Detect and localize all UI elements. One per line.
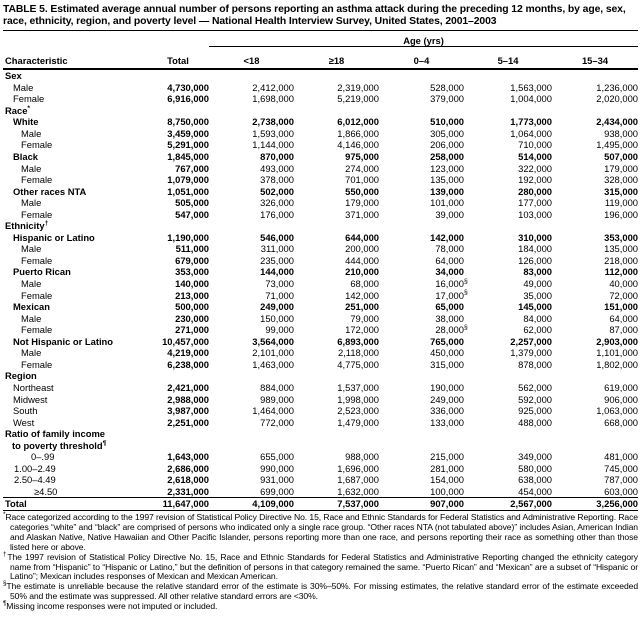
table-row — [3, 197, 638, 209]
cell: 62,000 — [523, 324, 552, 336]
cell: 176,000 — [260, 208, 294, 220]
cell: 172,000 — [345, 324, 379, 336]
spanner-spacer — [3, 31, 209, 47]
cell: 322,000 — [518, 162, 552, 174]
cell: 1,698,000 — [252, 93, 294, 105]
cell: 336,000 — [430, 405, 464, 417]
cell: 200,000 — [345, 243, 379, 255]
cell: 349,000 — [518, 451, 552, 463]
row-label: Female — [21, 139, 53, 151]
cell: 145,000 — [518, 301, 552, 313]
table-row — [3, 359, 638, 371]
cell: 562,000 — [518, 381, 552, 393]
cell: 2,988,000 — [167, 393, 209, 405]
cell: 505,000 — [175, 197, 209, 209]
cell: 500,000 — [175, 301, 209, 313]
cell: 251,000 — [345, 301, 379, 313]
cell: 710,000 — [518, 139, 552, 151]
cell: 765,000 — [430, 335, 464, 347]
cell: 135,000 — [430, 174, 464, 186]
cell: 64,000 — [609, 312, 639, 324]
cell: 379,000 — [430, 93, 464, 105]
column-header-row — [3, 47, 638, 70]
table-row — [3, 278, 638, 290]
footnote: §The estimate is unreliable because the relative standard error of the estimate is 30%–50%. For missing estimates, the relative standard error of the estimate exceeded 50% and the estimate was suppressed. All other relative standard errors are <30%. — [3, 580, 638, 602]
col-header-characteristic: Characteristic — [3, 47, 147, 70]
age-spanner-header: Age (yrs) — [209, 31, 638, 47]
cell: 1,563,000 — [510, 81, 552, 93]
cell: 1,773,000 — [510, 116, 552, 128]
cell: 119,000 — [604, 197, 639, 209]
cell: 64,000 — [435, 254, 464, 266]
row-label: Hispanic or Latino — [13, 231, 95, 243]
cell: 638,000 — [518, 474, 552, 486]
cell: 177,000 — [518, 197, 552, 209]
cell: 2,412,000 — [252, 81, 294, 93]
cell: 154,000 — [430, 474, 464, 486]
cell: 371,000 — [345, 208, 379, 220]
cell: 142,000 — [430, 231, 464, 243]
cell: 6,916,000 — [167, 93, 209, 105]
cell: 2,118,000 — [337, 347, 379, 359]
table-row — [3, 428, 638, 451]
table-row — [3, 105, 638, 117]
cell: 644,000 — [345, 231, 379, 243]
row-label: Midwest — [13, 393, 48, 405]
cell: 83,000 — [523, 266, 552, 278]
table-row — [3, 128, 638, 140]
cell: 3,459,000 — [167, 127, 209, 139]
cell: 34,000 — [435, 266, 464, 278]
row-label: 2.50–4.49 — [14, 474, 56, 486]
row-label: Ethnicity† — [5, 220, 49, 232]
cell: 6,012,000 — [337, 116, 379, 128]
cell: 870,000 — [260, 151, 294, 163]
cell: 103,000 — [518, 208, 552, 220]
cell: 142,000 — [345, 289, 379, 301]
cell: 326,000 — [260, 197, 294, 209]
cell: 311,000 — [260, 243, 294, 255]
cell: 99,000 — [265, 324, 294, 336]
cell: 7,537,000 — [294, 498, 379, 511]
table-header — [3, 31, 638, 69]
cell: 6,238,000 — [167, 358, 209, 370]
col-header-total: Total — [147, 47, 209, 70]
cell: 2,434,000 — [596, 116, 639, 128]
cell: 150,000 — [260, 312, 294, 324]
footnote: ¶Missing income responses were not imputed or included. — [3, 600, 218, 612]
cell: 510,000 — [430, 116, 464, 128]
table-row — [3, 139, 638, 151]
cell: 1,866,000 — [337, 127, 379, 139]
cell: 767,000 — [175, 162, 209, 174]
cell: 78,000 — [435, 243, 464, 255]
cell: 906,000 — [604, 393, 639, 405]
cell: 2,567,000 — [464, 498, 552, 511]
cell: 2,523,000 — [337, 405, 379, 417]
cell: 444,000 — [345, 254, 379, 266]
cell: 5,219,000 — [337, 93, 379, 105]
cell: 2,101,000 — [252, 347, 294, 359]
cell: 72,000 — [609, 289, 639, 301]
cell: 2,421,000 — [167, 381, 209, 393]
footnote: *Race categorized according to the 1997 revision of Statistical Policy Directive No. 15, Race and Ethnic Standards for Federal Statistics and Administrative Reporting. Race categories “white” and “black” are comprised of persons who indicated only a single race group. “Other races NTA (not tabulated above)” includes Asian, American Indian and Alaskan Native, Native Hawaiian and Other Pacific Islander, persons reporting more than one race, and persons reporting their race as something other than those listed here or above. — [3, 511, 638, 552]
row-label: South — [13, 405, 38, 417]
table-row — [3, 394, 638, 406]
cell: 1,632,000 — [337, 485, 379, 497]
table-row — [3, 255, 638, 267]
cell: 133,000 — [430, 416, 464, 428]
spanner-row — [3, 31, 638, 47]
cell: 787,000 — [604, 474, 639, 486]
col-header-18plus: ≥18 — [294, 47, 379, 70]
cell: 745,000 — [604, 462, 639, 474]
cell: 271,000 — [175, 324, 209, 336]
cell: 179,000 — [604, 162, 639, 174]
cell: 126,000 — [518, 254, 552, 266]
cell: 1,495,000 — [596, 139, 639, 151]
cell: 258,000 — [430, 151, 464, 163]
row-label: Black — [13, 151, 39, 163]
cell: 2,251,000 — [167, 416, 209, 428]
cell: 184,000 — [518, 243, 552, 255]
cell: 4,109,000 — [209, 498, 294, 511]
cell: 79,000 — [350, 312, 379, 324]
cell: 281,000 — [430, 462, 464, 474]
table-row — [3, 243, 638, 255]
cell: 1,379,000 — [510, 347, 552, 359]
cell: 353,000 — [604, 231, 639, 243]
empty-cells — [147, 428, 638, 451]
cell: 511,000 — [175, 243, 209, 255]
cell: 100,000 — [430, 485, 464, 497]
cell: 28,000§ — [435, 324, 468, 336]
row-label: Not Hispanic or Latino — [13, 335, 114, 347]
cell: 210,000 — [345, 266, 379, 278]
row-label: Male — [21, 162, 42, 174]
cell: 73,000 — [265, 278, 294, 290]
cell: 280,000 — [518, 185, 552, 197]
row-label: Male — [21, 127, 42, 139]
table-row — [3, 382, 638, 394]
cell: 71,000 — [265, 289, 294, 301]
row-label: 0–.99 — [31, 451, 55, 463]
cell: 1,845,000 — [167, 151, 209, 163]
col-header-5-14: 5–14 — [464, 47, 552, 70]
cell: 1,643,000 — [167, 451, 209, 463]
cell: 49,000 — [523, 278, 552, 290]
cell: 1,464,000 — [252, 405, 294, 417]
cell: 546,000 — [260, 231, 294, 243]
table-row — [3, 93, 638, 105]
table-row — [3, 290, 638, 302]
data-table — [3, 31, 638, 511]
table-row — [3, 370, 638, 382]
cell: 2,257,000 — [510, 335, 552, 347]
table-row — [3, 174, 638, 186]
cell: 2,738,000 — [252, 116, 294, 128]
cell: 1,079,000 — [167, 174, 209, 186]
cell: 5,291,000 — [167, 139, 209, 151]
cell: 1,004,000 — [510, 93, 552, 105]
cell: 17,000§ — [435, 289, 468, 301]
cell: 215,000 — [430, 451, 464, 463]
table-row — [3, 417, 638, 429]
col-header-0-4: 0–4 — [379, 47, 464, 70]
cell: 144,000 — [260, 266, 294, 278]
row-label: Female — [13, 93, 45, 105]
cell: 1,144,000 — [252, 139, 294, 151]
col-header-under18: <18 — [209, 47, 294, 70]
cell: 493,000 — [260, 162, 294, 174]
cell: 3,987,000 — [167, 405, 209, 417]
cell: 502,000 — [260, 185, 294, 197]
cell: 679,000 — [175, 254, 209, 266]
cell: 274,000 — [345, 162, 379, 174]
cell: 988,000 — [345, 451, 379, 463]
table-row — [3, 463, 638, 475]
row-label: Puerto Rican — [13, 266, 71, 278]
cell: 1,190,000 — [167, 231, 209, 243]
table-row — [3, 301, 638, 313]
table-title: TABLE 5. Estimated average annual number of persons reporting an asthma attack during the preceding 12 months, by age, sex, race, ethnicity, region, and poverty level — National Health Interview Survey, United States, 2001–2003 — [3, 4, 638, 31]
row-label: Male — [21, 197, 42, 209]
cell: 112,000 — [604, 266, 639, 278]
empty-cells — [147, 370, 638, 382]
cell: 772,000 — [260, 416, 294, 428]
row-label: Male — [21, 347, 42, 359]
cell: 206,000 — [430, 139, 464, 151]
row-label: White — [13, 116, 39, 128]
table-row — [3, 266, 638, 278]
cell: 190,000 — [430, 381, 464, 393]
cell: 1,593,000 — [252, 127, 294, 139]
table-row — [3, 69, 638, 82]
row-label: West — [13, 416, 35, 428]
table-row — [3, 451, 638, 463]
cell: 139,000 — [430, 185, 464, 197]
row-label: Female — [21, 174, 53, 186]
cell: 884,000 — [260, 381, 294, 393]
cell: 580,000 — [518, 462, 552, 474]
cell: 6,893,000 — [337, 335, 379, 347]
cell: 938,000 — [604, 127, 639, 139]
cell: 196,000 — [604, 208, 639, 220]
cell: 975,000 — [345, 151, 379, 163]
cell: 8,750,000 — [167, 116, 209, 128]
empty-cells — [147, 220, 638, 232]
table-row — [3, 232, 638, 244]
row-label: Female — [21, 324, 53, 336]
table-row — [3, 324, 638, 336]
cell: 10,457,000 — [162, 335, 209, 347]
col-header-15-34: 15–34 — [552, 47, 638, 70]
cell: 989,000 — [260, 393, 294, 405]
cell: 305,000 — [430, 127, 464, 139]
cell: 450,000 — [430, 347, 464, 359]
row-label: Ratio of family income to poverty threshold¶ — [5, 428, 107, 451]
cell: 2,686,000 — [167, 462, 209, 474]
row-label: Total — [3, 498, 147, 511]
cell: 68,000 — [350, 278, 379, 290]
row-label: Region — [5, 370, 37, 382]
table-row — [3, 498, 638, 511]
row-label: Female — [21, 208, 53, 220]
cell: 699,000 — [260, 485, 294, 497]
cell: 701,000 — [345, 174, 379, 186]
cell: 310,000 — [518, 231, 552, 243]
cell: 1,479,000 — [337, 416, 379, 428]
table-row — [3, 474, 638, 486]
cell: 35,000 — [523, 289, 552, 301]
row-label: Sex — [5, 70, 22, 82]
cell: 4,775,000 — [337, 358, 379, 370]
cell: 151,000 — [604, 301, 639, 313]
table-row — [3, 486, 638, 498]
cell: 101,000 — [430, 197, 464, 209]
row-label: Male — [13, 81, 34, 93]
cell: 1,463,000 — [252, 358, 294, 370]
row-label: Northeast — [13, 381, 54, 393]
table-row — [3, 82, 638, 94]
cell: 931,000 — [260, 474, 294, 486]
cell: 87,000 — [609, 324, 639, 336]
cell: 135,000 — [604, 243, 639, 255]
table-row — [3, 313, 638, 325]
cell: 315,000 — [430, 358, 464, 370]
cell: 655,000 — [260, 451, 294, 463]
table-row — [3, 405, 638, 417]
cell: 213,000 — [175, 289, 209, 301]
cell: 235,000 — [260, 254, 294, 266]
cell: 1,101,000 — [596, 347, 639, 359]
row-label: Other races NTA — [13, 185, 87, 197]
cell: 488,000 — [518, 416, 552, 428]
cell: 514,000 — [518, 151, 552, 163]
cell: 249,000 — [430, 393, 464, 405]
cell: 1,064,000 — [510, 127, 552, 139]
row-label: Race* — [5, 104, 31, 116]
cell: 3,564,000 — [252, 335, 294, 347]
cell: 40,000 — [609, 278, 639, 290]
table-row — [3, 151, 638, 163]
cell: 990,000 — [260, 462, 294, 474]
cell: 454,000 — [518, 485, 552, 497]
cell: 38,000 — [435, 312, 464, 324]
empty-cells — [147, 69, 638, 82]
cell: 547,000 — [175, 208, 209, 220]
cell: 2,618,000 — [167, 474, 209, 486]
cell: 16,000§ — [435, 277, 468, 290]
row-label: Female — [21, 254, 53, 266]
cell: 668,000 — [604, 416, 639, 428]
cell: 4,146,000 — [337, 139, 379, 151]
cell: 2,331,000 — [167, 485, 209, 497]
cell: 11,647,000 — [147, 498, 209, 511]
cell: 481,000 — [604, 451, 639, 463]
cell: 603,000 — [604, 485, 639, 497]
cell: 2,319,000 — [337, 81, 379, 93]
table-row — [3, 347, 638, 359]
cell: 353,000 — [175, 266, 209, 278]
cell: 218,000 — [604, 254, 639, 266]
cell: 1,802,000 — [596, 358, 639, 370]
table-body — [3, 69, 638, 510]
row-label: Male — [21, 278, 42, 290]
row-label: ≥4.50 — [34, 485, 58, 497]
empty-cells — [147, 105, 638, 117]
cell: 3,256,000 — [552, 498, 638, 511]
row-label: Male — [21, 243, 42, 255]
cell: 1,998,000 — [337, 393, 379, 405]
cell: 619,000 — [604, 381, 639, 393]
cell: 179,000 — [345, 197, 379, 209]
cell: 123,000 — [430, 162, 464, 174]
table-row — [3, 220, 638, 232]
row-label: 1.00–2.49 — [14, 462, 56, 474]
row-label: Mexican — [13, 301, 50, 313]
row-label: Female — [21, 289, 53, 301]
cell: 550,000 — [345, 185, 379, 197]
cell: 925,000 — [518, 405, 552, 417]
cell: 84,000 — [523, 312, 552, 324]
cell: 1,687,000 — [337, 474, 379, 486]
cell: 39,000 — [435, 208, 464, 220]
cell: 528,000 — [430, 81, 464, 93]
cell: 65,000 — [435, 301, 464, 313]
cell: 2,020,000 — [596, 93, 639, 105]
cell: 878,000 — [518, 358, 552, 370]
cell: 315,000 — [604, 185, 639, 197]
table-row — [3, 209, 638, 221]
cell: 1,063,000 — [596, 405, 639, 417]
cell: 592,000 — [518, 393, 552, 405]
row-label: Male — [21, 312, 42, 324]
table-row — [3, 116, 638, 128]
cell: 140,000 — [175, 278, 209, 290]
table-row — [3, 163, 638, 175]
cell: 907,000 — [379, 498, 464, 511]
cell: 4,730,000 — [167, 81, 209, 93]
table-row — [3, 336, 638, 348]
cell: 1,236,000 — [596, 81, 639, 93]
cell: 2,903,000 — [596, 335, 639, 347]
cell: 1,696,000 — [337, 462, 379, 474]
row-label: Female — [21, 358, 53, 370]
table-row — [3, 186, 638, 198]
cell: 507,000 — [604, 151, 639, 163]
cell: 249,000 — [260, 301, 294, 313]
cell: 1,051,000 — [167, 185, 209, 197]
footnote: †The 1997 revision of Statistical Policy Directive No. 15, Race and Ethnic Standards for Federal Statistics and Administrative Reporting changed the ethnicity category name from “Hispanic” to “Hispanic or Latino,” but the definition of persons in that category remained the same. “Puerto Rican” and “Mexican” are a subset of “Hispanic or Latino”; Mexican includes responses of Mexican and Mexican American. — [3, 550, 639, 582]
cell: 192,000 — [518, 174, 552, 186]
cell: 4,219,000 — [167, 347, 209, 359]
footnotes — [3, 513, 638, 612]
cell: 378,000 — [260, 174, 294, 186]
cell: 230,000 — [175, 312, 209, 324]
cell: 328,000 — [604, 174, 639, 186]
cell: 1,537,000 — [337, 381, 379, 393]
